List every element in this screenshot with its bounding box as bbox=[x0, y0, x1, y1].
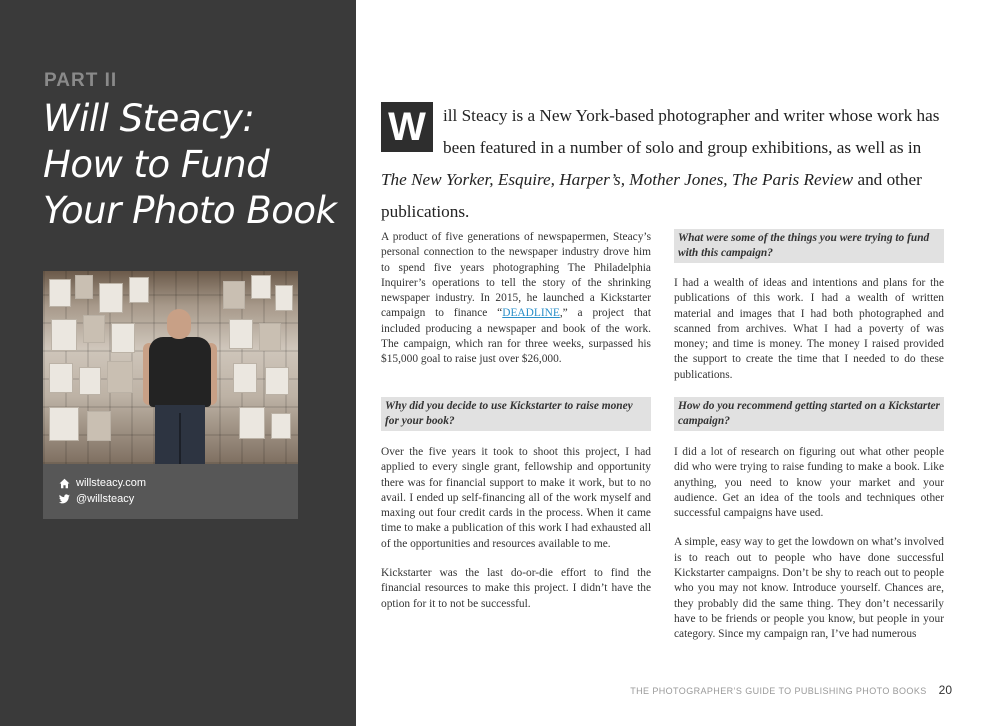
answer-getting-started bbox=[674, 445, 944, 657]
book-title: THE PHOTOGRAPHER’S GUIDE TO PUBLISHING PHOTO BOOKS bbox=[630, 686, 927, 696]
question-why-kickstarter: Why did you decide to use Kickstarter to raise money for your book? bbox=[381, 397, 651, 431]
answer-paragraph: I had a wealth of ideas and intentions and plans for the publications of this work. I had a wealth of written material and images that I had both photographed and scanned from archives. What I had a poverty of was money; and time is money. The money I raised provided the support to create the time that I needed to do these publications. bbox=[674, 277, 944, 381]
answer-paragraph: A simple, easy way to get the lowdown on what’s involved is to reach out to people who have done successful Kickstarter campaigns. Don’t be shy to reach out to people who you may not know. Introduce yourself. Chances are, they probably did the same thing. They don’t necessarily have to be friends or people you know, but people in your category. Since my campaign ran, I’ve had numerous bbox=[674, 536, 944, 641]
drop-cap: W bbox=[381, 102, 433, 152]
twitter-bird-icon bbox=[59, 494, 70, 505]
home-icon bbox=[59, 478, 70, 489]
page-footer bbox=[612, 683, 952, 697]
website-link[interactable]: willsteacy.com bbox=[76, 477, 147, 489]
chapter-title bbox=[43, 96, 343, 234]
page-number: 20 bbox=[938, 683, 952, 697]
answer-paragraph: I did a lot of research on figuring out what other people did who were trying to raise funding to make a book. Like anything, you need to know your market and your audience. Get an idea of the tools and techniques other successful campaigns have used. bbox=[674, 446, 944, 520]
portrait-photo bbox=[43, 271, 298, 464]
chapter-title-line: Will Steacy: bbox=[43, 97, 255, 140]
deadline-link[interactable]: DEADLINE bbox=[502, 307, 560, 320]
left-column-body bbox=[381, 230, 651, 382]
chapter-title-line: How to Fund bbox=[43, 143, 270, 186]
chapter-title-line: Your Photo Book bbox=[43, 189, 337, 232]
answer-why-kickstarter bbox=[381, 445, 651, 626]
part-label: PART II bbox=[44, 70, 118, 91]
intro-text: ill Steacy is a New York-based photographer and writer whose work has been featured in a number of solo and group exhibitions, as well as in bbox=[443, 106, 940, 157]
sidebar-panel bbox=[0, 0, 356, 726]
bio-text-end: ,” a project that included producing a newspaper and book of the work. The campaign, which ran for three weeks, surpassed his $15,000 goal to raise just over $26,000. bbox=[381, 307, 651, 366]
twitter-row[interactable] bbox=[59, 493, 134, 505]
answer-paragraph: Over the five years it took to shoot this project, I had applied to every single grant, fellowship and opportunity there was for financial support to make it work, but to no avail. I ended up self-financing all of the work myself and maxing out four credit cards in the process. When it came time to make a publication of this work I had exhausted all of the opportunities and resources available to me. bbox=[381, 446, 651, 550]
twitter-handle[interactable]: @willsteacy bbox=[76, 493, 135, 505]
answer-paragraph: Kickstarter was the last do-or-die effort to find the financial resources to make this project. I didn’t have the option for it to not be successful. bbox=[381, 567, 651, 610]
question-getting-started: How do you recommend getting started on a Kickstarter campaign? bbox=[674, 397, 944, 431]
bio-text: A product of five generations of newspapermen, Steacy’s personal connection to the newspaper industry drove him to spend five years photographing The Philadelphia Inquirer’s operations to tell the story of the shrinking newspaper industry. In 2015, he launched a Kickstarter campaign to finance “ bbox=[381, 231, 651, 320]
website-row[interactable] bbox=[59, 477, 146, 489]
bio-paragraph bbox=[381, 230, 651, 368]
photo-caption bbox=[43, 464, 298, 519]
intro-paragraph bbox=[381, 100, 947, 228]
answer-fund-things bbox=[674, 276, 944, 383]
question-fund-things: What were some of the things you were trying to fund with this campaign? bbox=[674, 229, 944, 263]
intro-publications: The New Yorker, Esquire, Harper’s, Mother Jones, The Paris Review bbox=[381, 170, 854, 189]
intro-text-end: and other publications. bbox=[381, 170, 922, 221]
